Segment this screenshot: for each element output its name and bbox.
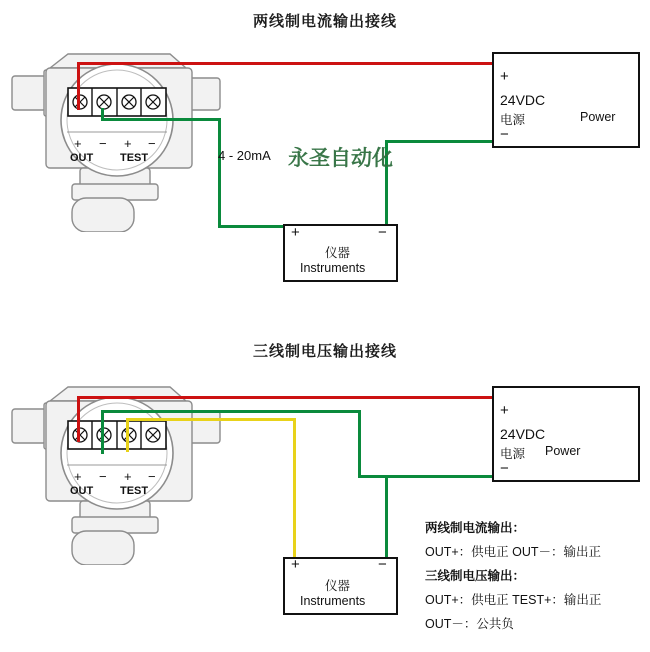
instrument-en-label-2: Instruments <box>300 594 366 608</box>
transmitter-device-2 <box>10 365 225 565</box>
section-2-title: 三线制电压输出接线 <box>252 343 397 360</box>
wire-red-vertical-2 <box>77 396 80 442</box>
power-minus-sign-2: − <box>500 460 509 477</box>
wire-green-horizontal-a-2 <box>101 410 361 413</box>
power-plus-sign-2: + <box>500 402 509 419</box>
instrument-minus-sign-2: − <box>378 556 387 573</box>
wire-green-vertical-b-2 <box>358 410 361 478</box>
wire-green-horizontal-a-1 <box>101 118 221 121</box>
instrument-cn-label-1: 仪器 <box>325 246 351 260</box>
instrument-plus-sign-2: + <box>291 556 300 573</box>
power-voltage-1: 24VDC <box>500 92 546 108</box>
terminal-sign-plus-4: + <box>124 469 132 484</box>
wire-red-vertical-1 <box>77 62 80 110</box>
out-label-1: OUT <box>70 152 94 164</box>
wire-green-vertical-a-2 <box>101 410 104 444</box>
wire-yellow-horizontal-a-2 <box>126 418 296 421</box>
terminal-sign-minus-1: − <box>99 136 107 151</box>
power-cn-label-2: 电源 <box>500 447 526 461</box>
wire-green-horizontal-b-2 <box>358 475 497 478</box>
out-label-2: OUT <box>70 485 94 497</box>
terminal-sign-plus-1: + <box>74 136 82 151</box>
current-range-label: 4 - 20mA <box>218 148 271 163</box>
terminal-sign-plus-2-1: + <box>124 136 132 151</box>
wire-red-horizontal-1 <box>77 62 497 65</box>
instrument-cn-label-2: 仪器 <box>325 579 351 593</box>
transmitter-drawing-2 <box>10 365 225 565</box>
legend-line-4: OUT－：公共负 <box>425 617 514 631</box>
legend-line-0: 两线制电流输出： <box>425 521 526 535</box>
instrument-minus-sign-1: − <box>378 224 387 241</box>
terminal-sign-minus-4: − <box>148 469 156 484</box>
wire-yellow-vertical-a-2 <box>126 418 129 444</box>
watermark-text: 永圣自动化 <box>288 147 393 170</box>
section-2-title-wrap <box>0 340 650 361</box>
terminal-sign-minus-2-1: − <box>148 136 156 151</box>
power-en-label-1: Power <box>580 110 616 124</box>
instrument-plus-sign-1: + <box>291 224 300 241</box>
section-1-title: 两线制电流输出接线 <box>252 13 397 30</box>
wire-yellow-vertical-b-2 <box>293 418 296 558</box>
terminal-sign-plus-3: + <box>74 469 82 484</box>
section-1-title-wrap <box>0 10 650 31</box>
legend-line-1: OUT+：供电正 OUT－：输出正 <box>425 545 602 559</box>
legend-line-3: OUT+：供电正 TEST+：输出正 <box>425 593 602 607</box>
test-label-1: TEST <box>120 152 149 164</box>
wire-green-horizontal-b-1 <box>385 140 497 143</box>
wire-green-vertical-a-1 <box>218 118 221 228</box>
wire-green-instrument-minus-2 <box>385 475 388 557</box>
power-voltage-2: 24VDC <box>500 426 546 442</box>
power-en-label-2: Power <box>545 444 581 458</box>
wire-red-horizontal-2 <box>77 396 497 399</box>
legend-line-2: 三线制电压输出： <box>425 569 526 583</box>
power-plus-sign-1: + <box>500 68 509 85</box>
instrument-en-label-1: Instruments <box>300 261 366 275</box>
terminal-sign-minus-3: − <box>99 469 107 484</box>
power-minus-sign-1: − <box>500 126 509 143</box>
power-cn-label-1: 电源 <box>500 113 526 127</box>
test-label-2: TEST <box>120 485 149 497</box>
